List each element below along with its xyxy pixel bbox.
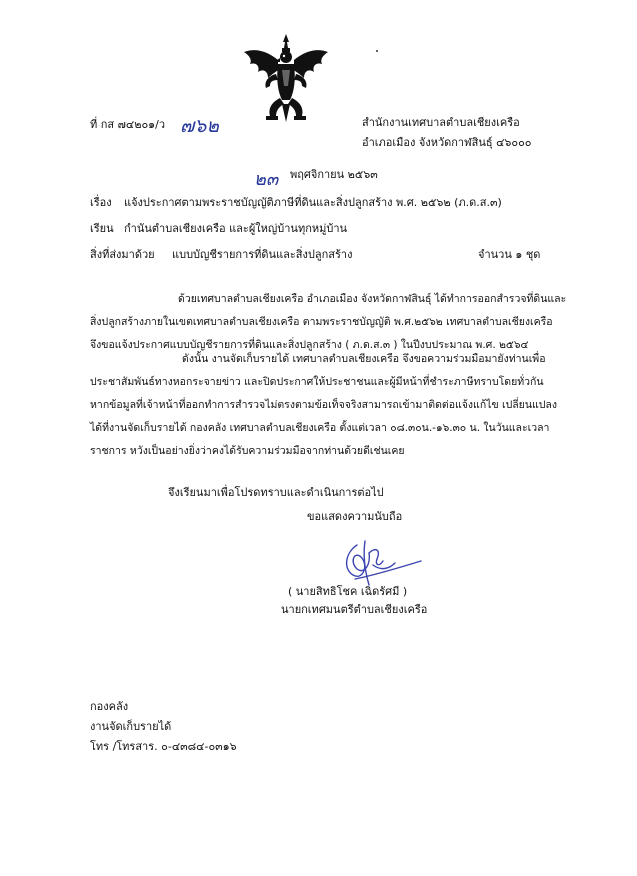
footer-section: งานจัดเก็บรายได้	[90, 720, 172, 733]
paragraph-line: ประชาสัมพันธ์ทางหอกระจายข่าว และปิดประกาศให้ประชาชนและผู้มีหน้าที่ชำระภาษีทราบโดยทั่วกัน	[90, 376, 544, 388]
speck-mark	[376, 50, 378, 52]
body-paragraph-3: จึงเรียนมาเพื่อโปรดทราบและดำเนินการต่อไป	[168, 486, 384, 499]
recipient-text: กำนันตำบลเชียงเครือ และผู้ใหญ่บ้านทุกหมู่บ้าน	[124, 222, 348, 235]
garuda-emblem	[238, 30, 334, 126]
paragraph-line: ได้ที่งานจัดเก็บรายได้ กองคลัง เทศบาลตำบลเชียงเครือ ตั้งแต่เวลา ๐๘.๓๐น.-๑๖.๓๐ น. ในวันและเวลา	[90, 422, 550, 434]
recipient-label: เรียน	[90, 222, 114, 235]
date-day-handwritten: ๒๓	[254, 169, 279, 190]
date-month-year: พฤศจิกายน ๒๕๖๓	[290, 168, 378, 181]
footer-phone: โทร /โทรสาร. ๐-๔๓๘๔-๐๓๑๖	[90, 740, 237, 753]
paragraph-line: จึงขอแจ้งประกาศแบบบัญชีรายการที่ดินและสิ่งปลูกสร้าง ( ภ.ด.ส.๓ ) ในปีงบประมาณ พ.ศ. ๒๕๖๔	[90, 339, 529, 351]
reference-number-handwritten: ๗๖๒	[180, 115, 219, 137]
organization-name: สำนักงานเทศบาลตำบลเชียงเครือ	[362, 116, 520, 129]
paragraph-line: ดังนั้น งานจัดเก็บรายได้ เทศบาลตำบลเชียงเครือ จึงขอความร่วมมือมายังท่านเพื่อ	[182, 353, 546, 365]
signer-title: นายกเทศมนตรีตำบลเชียงเครือ	[281, 603, 428, 616]
organization-address: อำเภอเมือง จังหวัดกาฬสินธุ์ ๔๖๐๐๐	[362, 136, 532, 149]
attachment-text: แบบบัญชีรายการที่ดินและสิ่งปลูกสร้าง	[172, 248, 353, 261]
attachment-label: สิ่งที่ส่งมาด้วย	[90, 248, 155, 261]
paragraph-line: สิ่งปลูกสร้างภายในเขตเทศบาลตำบลเชียงเครือ ตามพระราชบัญญัติ พ.ศ.๒๕๖๒ เทศบาลตำบลเชียงเครือ	[90, 316, 553, 328]
subject-text: แจ้งประกาศตามพระราชบัญญัติภาษีที่ดินและสิ่งปลูกสร้าง พ.ศ. ๒๕๖๒ (ภ.ด.ส.๓)	[124, 196, 502, 209]
body-paragraph-2	[90, 348, 557, 463]
paragraph-line: ราชการ หวังเป็นอย่างยิ่งว่าคงได้รับความร่วมมือจากท่านด้วยดีเช่นเคย	[90, 445, 405, 457]
body-paragraph-1	[90, 288, 566, 357]
reference-number: ที่ กส ๗๔๒๐๑/ว	[90, 118, 166, 131]
attachment-count: จำนวน ๑ ชุด	[478, 248, 541, 261]
footer-division: กองคลัง	[90, 700, 129, 713]
paragraph-line: หากข้อมูลที่เจ้าหน้าที่ออกทำการสำรวจไม่ตรงตามข้อเท็จจริงสามารถเข้ามาติดต่อแจ้งแก้ไข เปลี่ยนแปลง	[90, 399, 557, 411]
paragraph-line: ด้วยเทศบาลตำบลเชียงเครือ อำเภอเมือง จังหวัดกาฬสินธุ์ ได้ทำการออกสำรวจที่ดินและ	[178, 293, 567, 305]
signer-name: ( นายสิทธิโชค เฉิดรัศมี )	[288, 585, 408, 598]
closing-salutation: ขอแสดงความนับถือ	[307, 510, 403, 523]
subject-label: เรื่อง	[90, 196, 112, 209]
